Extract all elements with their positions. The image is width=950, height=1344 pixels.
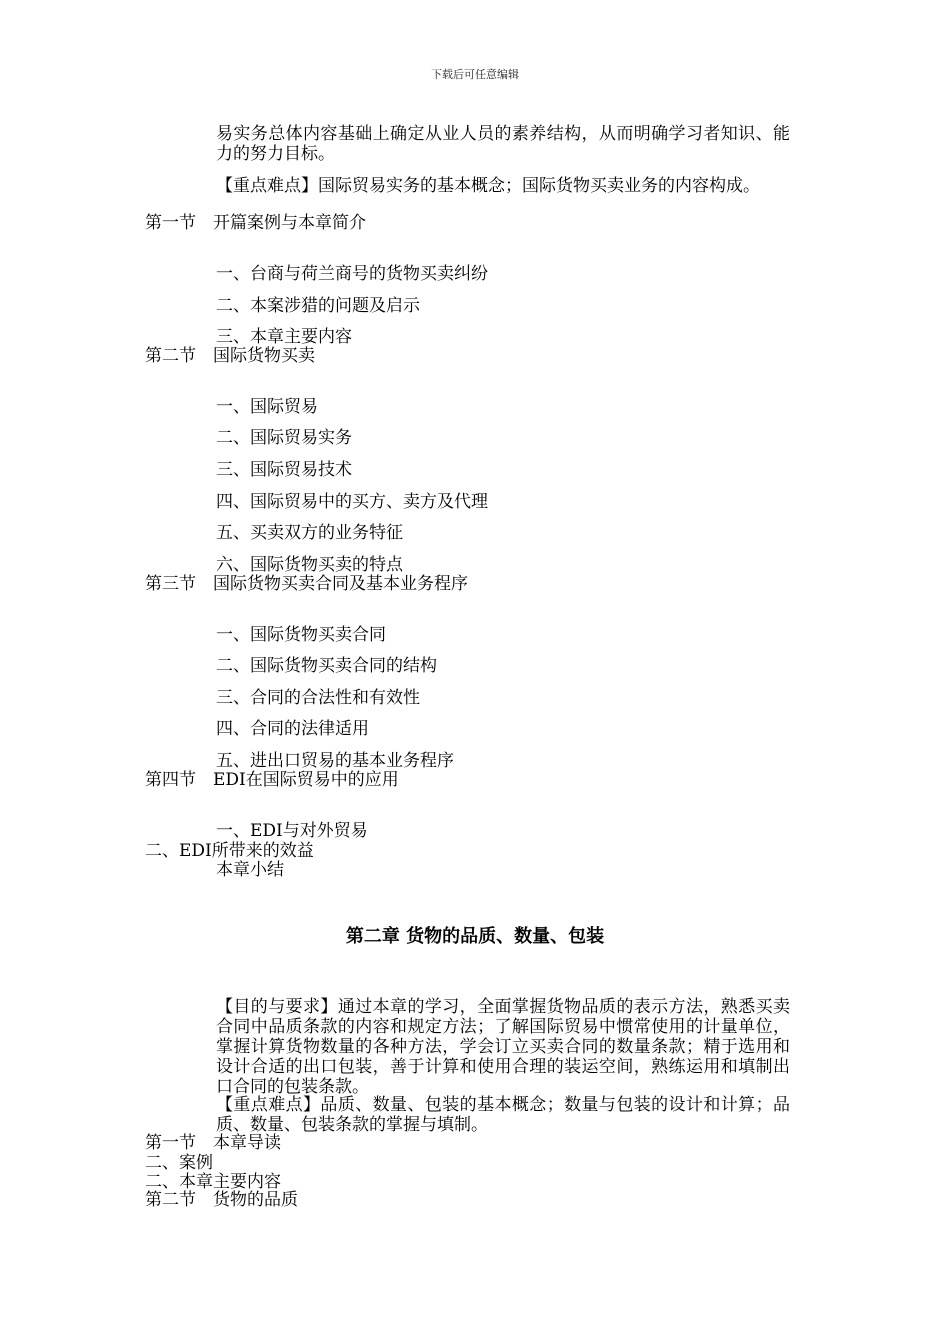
intro-paragraph: 易实务总体内容基础上确定从业人员的素养结构，从而明确学习者知识、能力的努力目标。 <box>216 124 790 164</box>
list-item: 三、国际贸易技术 <box>216 460 352 480</box>
list-item: 二、本章主要内容 <box>145 1172 281 1192</box>
list-item: 一、国际贸易 <box>216 397 318 417</box>
list-item: 五、进出口贸易的基本业务程序 <box>216 751 454 771</box>
section-heading: 第一节 本章导读 <box>145 1133 281 1153</box>
section-heading: 第二节 国际货物买卖 <box>145 346 315 366</box>
page-header: 下载后可任意编辑 <box>431 68 519 81</box>
list-item: 四、合同的法律适用 <box>216 719 369 739</box>
list-item: 三、合同的合法性和有效性 <box>216 688 420 708</box>
list-item: 一、台商与荷兰商号的货物买卖纠纷 <box>216 264 488 284</box>
objectives-paragraph: 【目的与要求】通过本章的学习，全面掌握货物品质的表示方法，熟悉买卖合同中品质条款的内容和规定方法；了解国际贸易中惯常使用的计量单位，掌握计算货物数量的各种方法，学会订立买卖合同的数量条款；精于选用和设计合适的出口包装，善于计算和使用合理的装运空间，熟练运用和填制出口合同的包装条款。 <box>216 997 790 1097</box>
list-item: 二、EDI所带来的效益 <box>145 841 314 861</box>
key-points-paragraph: 【重点难点】品质、数量、包装的基本概念；数量与包装的设计和计算；品质、数量、包装条款的掌握与填制。 <box>216 1095 790 1135</box>
chapter-title: 第二章 货物的品质、数量、包装 <box>345 926 605 947</box>
list-item: 二、案例 <box>145 1153 213 1173</box>
list-item: 二、国际货物买卖合同的结构 <box>216 656 437 676</box>
chapter-summary: 本章小结 <box>216 860 284 880</box>
section-heading: 第三节 国际货物买卖合同及基本业务程序 <box>145 574 468 594</box>
list-item: 一、国际货物买卖合同 <box>216 625 386 645</box>
list-item: 六、国际货物买卖的特点 <box>216 555 403 575</box>
list-item: 五、买卖双方的业务特征 <box>216 523 403 543</box>
list-item: 二、国际贸易实务 <box>216 428 352 448</box>
section-heading: 第一节 开篇案例与本章简介 <box>145 213 366 233</box>
section-heading: 第二节 货物的品质 <box>145 1190 298 1210</box>
section-heading: 第四节 EDI在国际贸易中的应用 <box>145 770 399 790</box>
key-points-paragraph: 【重点难点】国际贸易实务的基本概念；国际货物买卖业务的内容构成。 <box>216 176 760 196</box>
list-item: 三、本章主要内容 <box>216 327 352 347</box>
list-item: 四、国际贸易中的买方、卖方及代理 <box>216 492 488 512</box>
list-item: 二、本案涉猎的问题及启示 <box>216 296 420 316</box>
list-item: 一、EDI与对外贸易 <box>216 821 368 841</box>
